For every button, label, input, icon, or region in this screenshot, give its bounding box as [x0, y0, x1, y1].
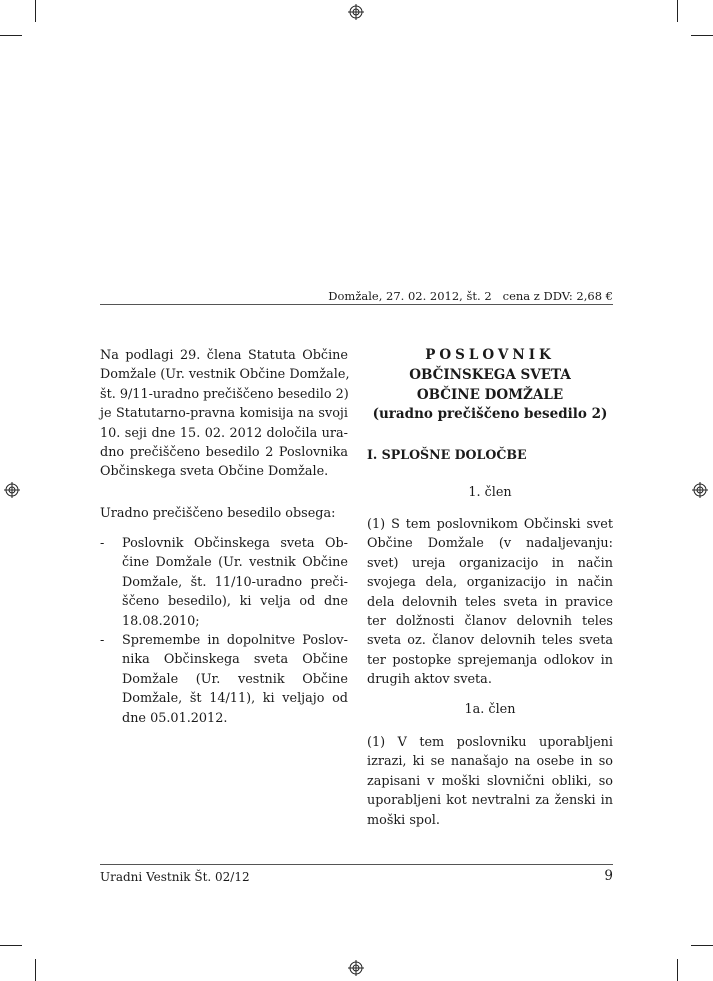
article-line: svojega dela, organizacijo in način	[367, 575, 613, 591]
article-line: moški spol.	[367, 812, 440, 828]
crop-mark-bottom-right-h	[691, 945, 713, 946]
article-line: Občine Domžale (v nadaljevanju:	[367, 536, 613, 552]
list-item	[100, 534, 348, 631]
list-item-line: 18.08.2010;	[122, 613, 200, 629]
page-number: 9	[604, 868, 613, 884]
intro-line: Na podlagi 29. člena Statuta Občine	[100, 348, 348, 363]
crop-mark-bottom-right-v	[677, 959, 678, 981]
list-item	[100, 631, 348, 728]
page-header	[328, 289, 613, 303]
article-line: ter dolžnosti članov delovnih teles	[367, 614, 613, 630]
list-item-line: ščeno besedilo), ki velja od dne	[122, 594, 348, 610]
crop-mark-top-left-v	[35, 0, 36, 22]
intro-line: Domžale (Ur. vestnik Občine Domžale,	[100, 367, 350, 383]
article-line: uporabljeni kot nevtralni za ženski in	[367, 793, 613, 809]
crop-mark-top-right-h	[691, 35, 713, 36]
registration-mark-icon	[692, 482, 708, 498]
article-line: dela delovnih teles sveta in pravice	[367, 594, 613, 610]
crop-mark-bottom-left-h	[0, 945, 22, 946]
article-line: ter postopke sprejemanja odlokov in	[367, 652, 613, 668]
publication-name: Uradni Vestnik Št. 02/12	[100, 870, 250, 884]
price-info: cena z DDV: 2,68 €	[502, 289, 613, 303]
document-title	[367, 346, 613, 425]
article-line: sveta oz. članov delovnih teles sveta	[367, 633, 613, 649]
registration-mark-icon	[348, 4, 364, 20]
registration-mark-icon	[4, 482, 20, 498]
article-line: (1) S tem poslovnikom Občinski svet	[367, 517, 613, 532]
list-dash: -	[100, 633, 105, 649]
title-line: OBČINE DOMŽALE	[416, 386, 564, 403]
article-line: izrazi, ki se nanašajo na osebe in so	[367, 754, 613, 770]
article-line: svet) ureja organizacijo in način	[367, 555, 613, 571]
intro-line: dno prečiščeno besedilo 2 Poslovnika	[100, 445, 348, 461]
contents-list	[100, 534, 348, 728]
crop-mark-bottom-left-v	[35, 959, 36, 981]
intro-line: Občinskega sveta Občine Domžale.	[100, 464, 329, 480]
title-line: POSLOVNIK	[425, 347, 555, 363]
article-1a-text	[367, 733, 613, 830]
list-item-line: dne 05.01.2012.	[122, 710, 228, 726]
article-heading: 1a. člen	[464, 702, 516, 717]
section-heading: I. SPLOŠNE DOLOČBE	[367, 447, 527, 462]
article-line: zapisani v moški slovnični obliki, so	[367, 773, 613, 789]
footer-rule	[100, 864, 613, 865]
title-line: OBČINSKEGA SVETA	[409, 366, 571, 383]
list-item-line: Poslovnik Občinskega sveta Ob-	[122, 536, 348, 551]
article-line: drugih aktov sveta.	[367, 672, 492, 688]
article-line: (1) V tem poslovniku uporabljeni	[367, 735, 613, 750]
intro-paragraph	[100, 346, 348, 482]
list-dash: -	[100, 536, 105, 551]
contents-label: Uradno prečiščeno besedilo obsega:	[100, 506, 336, 521]
list-item-line: Domžale (Ur. vestnik Občine	[122, 671, 348, 687]
list-item-line: nika Občinskega sveta Občine	[122, 652, 348, 668]
list-item-line: Domžale, št. 11/10-uradno preči-	[122, 574, 348, 590]
intro-line: 10. seji dne 15. 02. 2012 določila ura-	[100, 425, 348, 441]
header-rule	[100, 304, 613, 305]
intro-line: št. 9/11-uradno prečiščeno besedilo 2)	[100, 386, 349, 402]
list-item-line: čine Domžale (Ur. vestnik Občine	[122, 555, 348, 571]
registration-mark-icon	[348, 960, 364, 976]
issue-info: Domžale, 27. 02. 2012, št. 2	[328, 289, 492, 303]
article-heading: 1. člen	[468, 485, 512, 500]
crop-mark-top-left-h	[0, 35, 22, 36]
list-item-line: Domžale, št 14/11), ki veljajo od	[122, 691, 348, 707]
article-1-text	[367, 515, 613, 690]
title-line: (uradno prečiščeno besedilo 2)	[372, 406, 608, 423]
right-column	[367, 346, 613, 425]
left-column	[100, 346, 348, 482]
intro-line: je Statutarno-pravna komisija na svoji	[100, 406, 348, 422]
list-item-line: Spremembe in dopolnitve Poslov-	[122, 633, 348, 649]
crop-mark-top-right-v	[677, 0, 678, 22]
